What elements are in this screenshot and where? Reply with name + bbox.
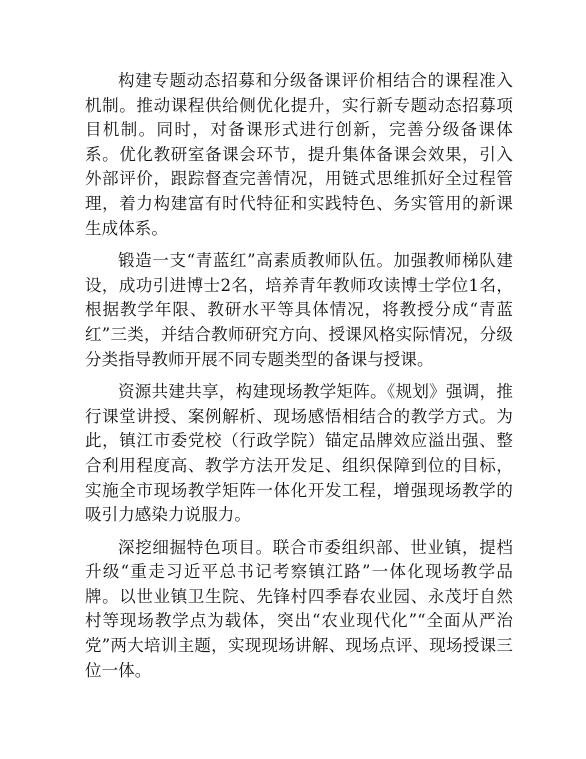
paragraph-course-admission: 构建专题动态招募和分级备课评价相结合的课程准入机制。推动课程供给侧优化提升，实行新专题动态招募项目机制。同时，对备课形式进行创新，完善分级备课体系。优化教研室备课会环节，提升集体备课会效果，引入外部评价，跟踪督查完善情况，用链式思维抓好全过程管理，着力构建富有时代特征和实践特色、务实管用的新课生成体系。 [85, 71, 513, 238]
paragraph-field-teaching-matrix: 资源共建共享，构建现场教学矩阵。《规划》强调，推行课堂讲授、案例解析、现场感悟相结合的教学方式。为此，镇江市委党校（行政学院）锚定品牌效应溢出强、整合利用程度高、教学方法开发足、组织保障到位的目标，实施全市现场教学矩阵一体化开发工程，增强现场教学的吸引力感染力说服力。 [85, 382, 513, 525]
paragraph-featured-projects: 深挖细掘特色项目。联合市委组织部、世业镇，提档升级“重走习近平总书记考察镇江路”一体化现场教学品牌。以世业镇卫生院、先锋村四季春农业园、永茂圩自然村等现场教学点为载体，突出“农业现代化”“全面从严治党”两大培训主题，实现现场讲解、现场点评、现场授课三位一体。 [85, 537, 513, 680]
paragraph-teacher-team: 锻造一支“青蓝红”高素质教师队伍。加强教师梯队建设，成功引进博士2名，培养青年教师攻读博士学位1名，根据教学年限、教研水平等具体情况，将教授分成“青蓝红”三类，并结合教师研究方向、授课风格实际情况，分级分类指导教师开展不同专题类型的备课与授课。 [85, 251, 513, 369]
document-body [85, 69, 513, 691]
